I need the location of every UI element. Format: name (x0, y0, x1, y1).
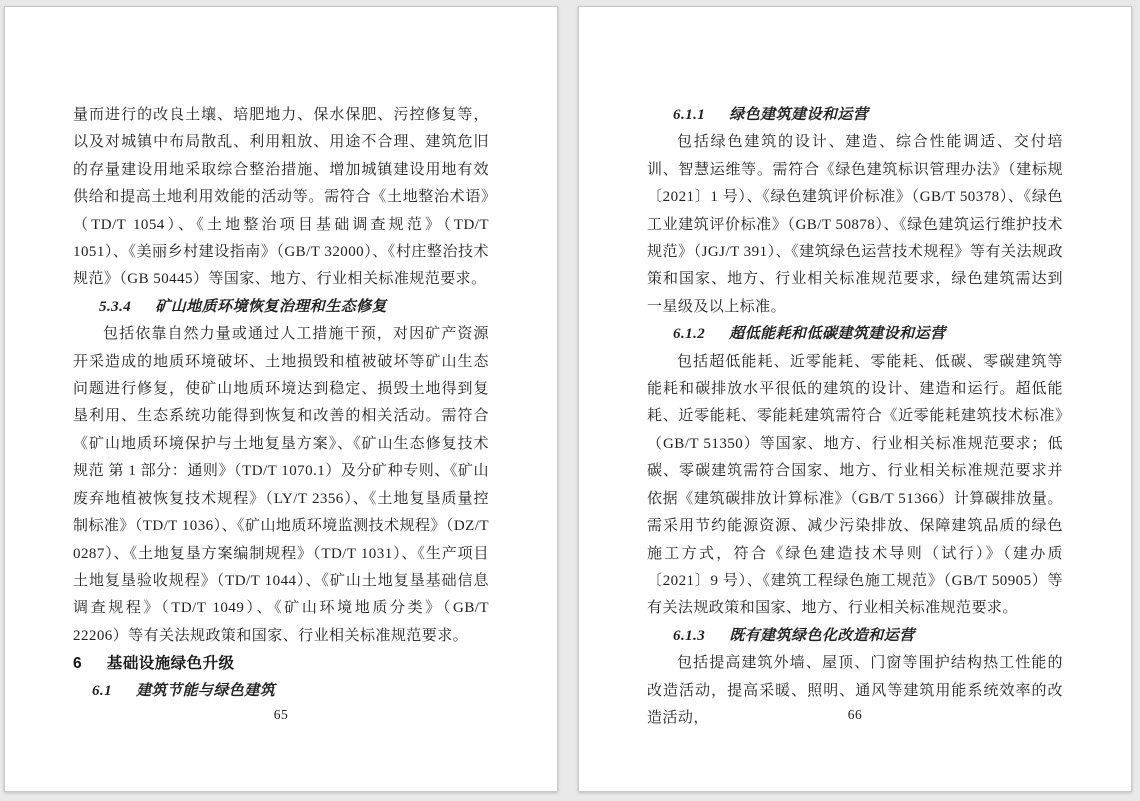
paragraph: 包括绿色建筑的设计、建造、综合性能调适、交付培训、智慧运维等。需符合《绿色建筑标识管理办法》（建标规〔2021〕1 号）、《绿色建筑评价标准》（GB/T 50378）、《绿色工业建筑评价标准》（GB/T 50878）、《绿色建筑运行维护技术规范》（JGJ/T 391）、《建筑绿色运营技术规程》等有关法规政策和国家、地方、行业相关标准规范要求，绿色建筑需达到一星级及以上标准。 (647, 134, 1063, 315)
page-66-content (647, 102, 1063, 732)
section-number: 6.1.1 (673, 107, 706, 123)
page-number-66: 66 (847, 707, 863, 722)
section-heading-6-1-3 (647, 623, 1063, 650)
page-65-content (73, 102, 489, 705)
section-title: 建筑节能与绿色建筑 (136, 682, 276, 699)
page-number-65: 65 (273, 707, 289, 722)
section-title: 既有建筑绿色化改造和运营 (729, 627, 915, 644)
section-number: 5.3.4 (99, 298, 132, 315)
section-heading-6-1-2 (647, 321, 1063, 348)
page-66 (578, 6, 1132, 792)
chapter-title: 基础设施绿色升级 (106, 655, 235, 673)
section-title: 超低能耗和低碳建筑建设和运营 (729, 326, 946, 343)
paragraph: 量而进行的改良土壤、培肥地力、保水保肥、污控修复等，以及对城镇中布局散乱、利用粗放、用途不合理、建筑危旧的存量建设用地采取综合整治措施、增加城镇建设用地有效供给和提高土地利用效能的活动等。需符合《土地整治术语》（TD/T 1054）、《土地整治项目基础调查规范》（TD/T 1051）、《美丽乡村建设指南》（GB/T 32000）、《村庄整治技术规范》（GB 50445）等国家、地方、行业相关标准规范要求。 (73, 107, 489, 288)
section-number: 6.1 (92, 682, 113, 699)
section-number: 6.1.2 (673, 326, 706, 343)
paragraph: 包括超低能耗、近零能耗、零能耗、低碳、零碳建筑等能耗和碳排放水平很低的建筑的设计、建造和运行。超低能耗、近零能耗、零能耗建筑需符合《近零能耗建筑技术标准》（GB/T 51350）等国家、地方、行业相关标准规范要求；低碳、零碳建筑需符合国家、地方、行业相关标准规范要求并依据《建筑碳排放计算标准》（GB/T 51366）计算碳排放量。需采用节约能源资源、减少污染排放、保障建筑品质的绿色施工方式，符合《绿色建造技术导则（试行）》（建办质〔2021〕9 号）、《建筑工程绿色施工规范》（GB/T 50905）等有关法规政策和国家、地方、行业相关标准规范要求。 (647, 353, 1063, 617)
paragraph: 包括依靠自然力量或通过人工措施干预，对因矿产资源开采造成的地质环境破坏、土地损毁和植被破坏等矿山生态问题进行修复，使矿山地质环境达到稳定、损毁土地得到复垦利用、生态系统功能得到恢复和改善的相关活动。需符合《矿山地质环境保护与土地复垦方案》、《矿山生态修复技术规范 第 1 部分：通则》（TD/T 1070.1）及分矿种专则、《矿山废弃地植被恢复技术规程》（LY/T 2356）、《土地复垦质量控制标准》（TD/T 1036）、《矿山地质环境监测技术规程》（DZ/T 0287）、《土地复垦方案编制规程》（TD/T 1031）、《生产项目土地复垦验收规程》（TD/T 1044）、《矿山土地复垦基础信息调查规程》（TD/T 1049）、《矿山环境地质分类》（GB/T 22206）等有关法规政策和国家、行业相关标准规范要求。 (73, 326, 489, 644)
section-number: 6.1.3 (673, 627, 706, 644)
section-heading-6-1 (73, 678, 489, 705)
section-title: 绿色建筑建设和运营 (729, 107, 869, 123)
section-heading-6-1-1 (647, 102, 1063, 129)
chapter-number: 6 (73, 655, 83, 673)
page-65 (4, 6, 558, 792)
paragraph: 包括提高建筑外墙、屋顶、门窗等围护结构热工性能的改造活动，提高采暖、照明、通风等建筑用能系统效率的改造活动， (647, 655, 1063, 726)
section-title: 矿山地质环境恢复治理和生态修复 (155, 298, 388, 315)
section-heading-5-3-4 (73, 294, 489, 321)
chapter-heading-6 (73, 650, 489, 677)
